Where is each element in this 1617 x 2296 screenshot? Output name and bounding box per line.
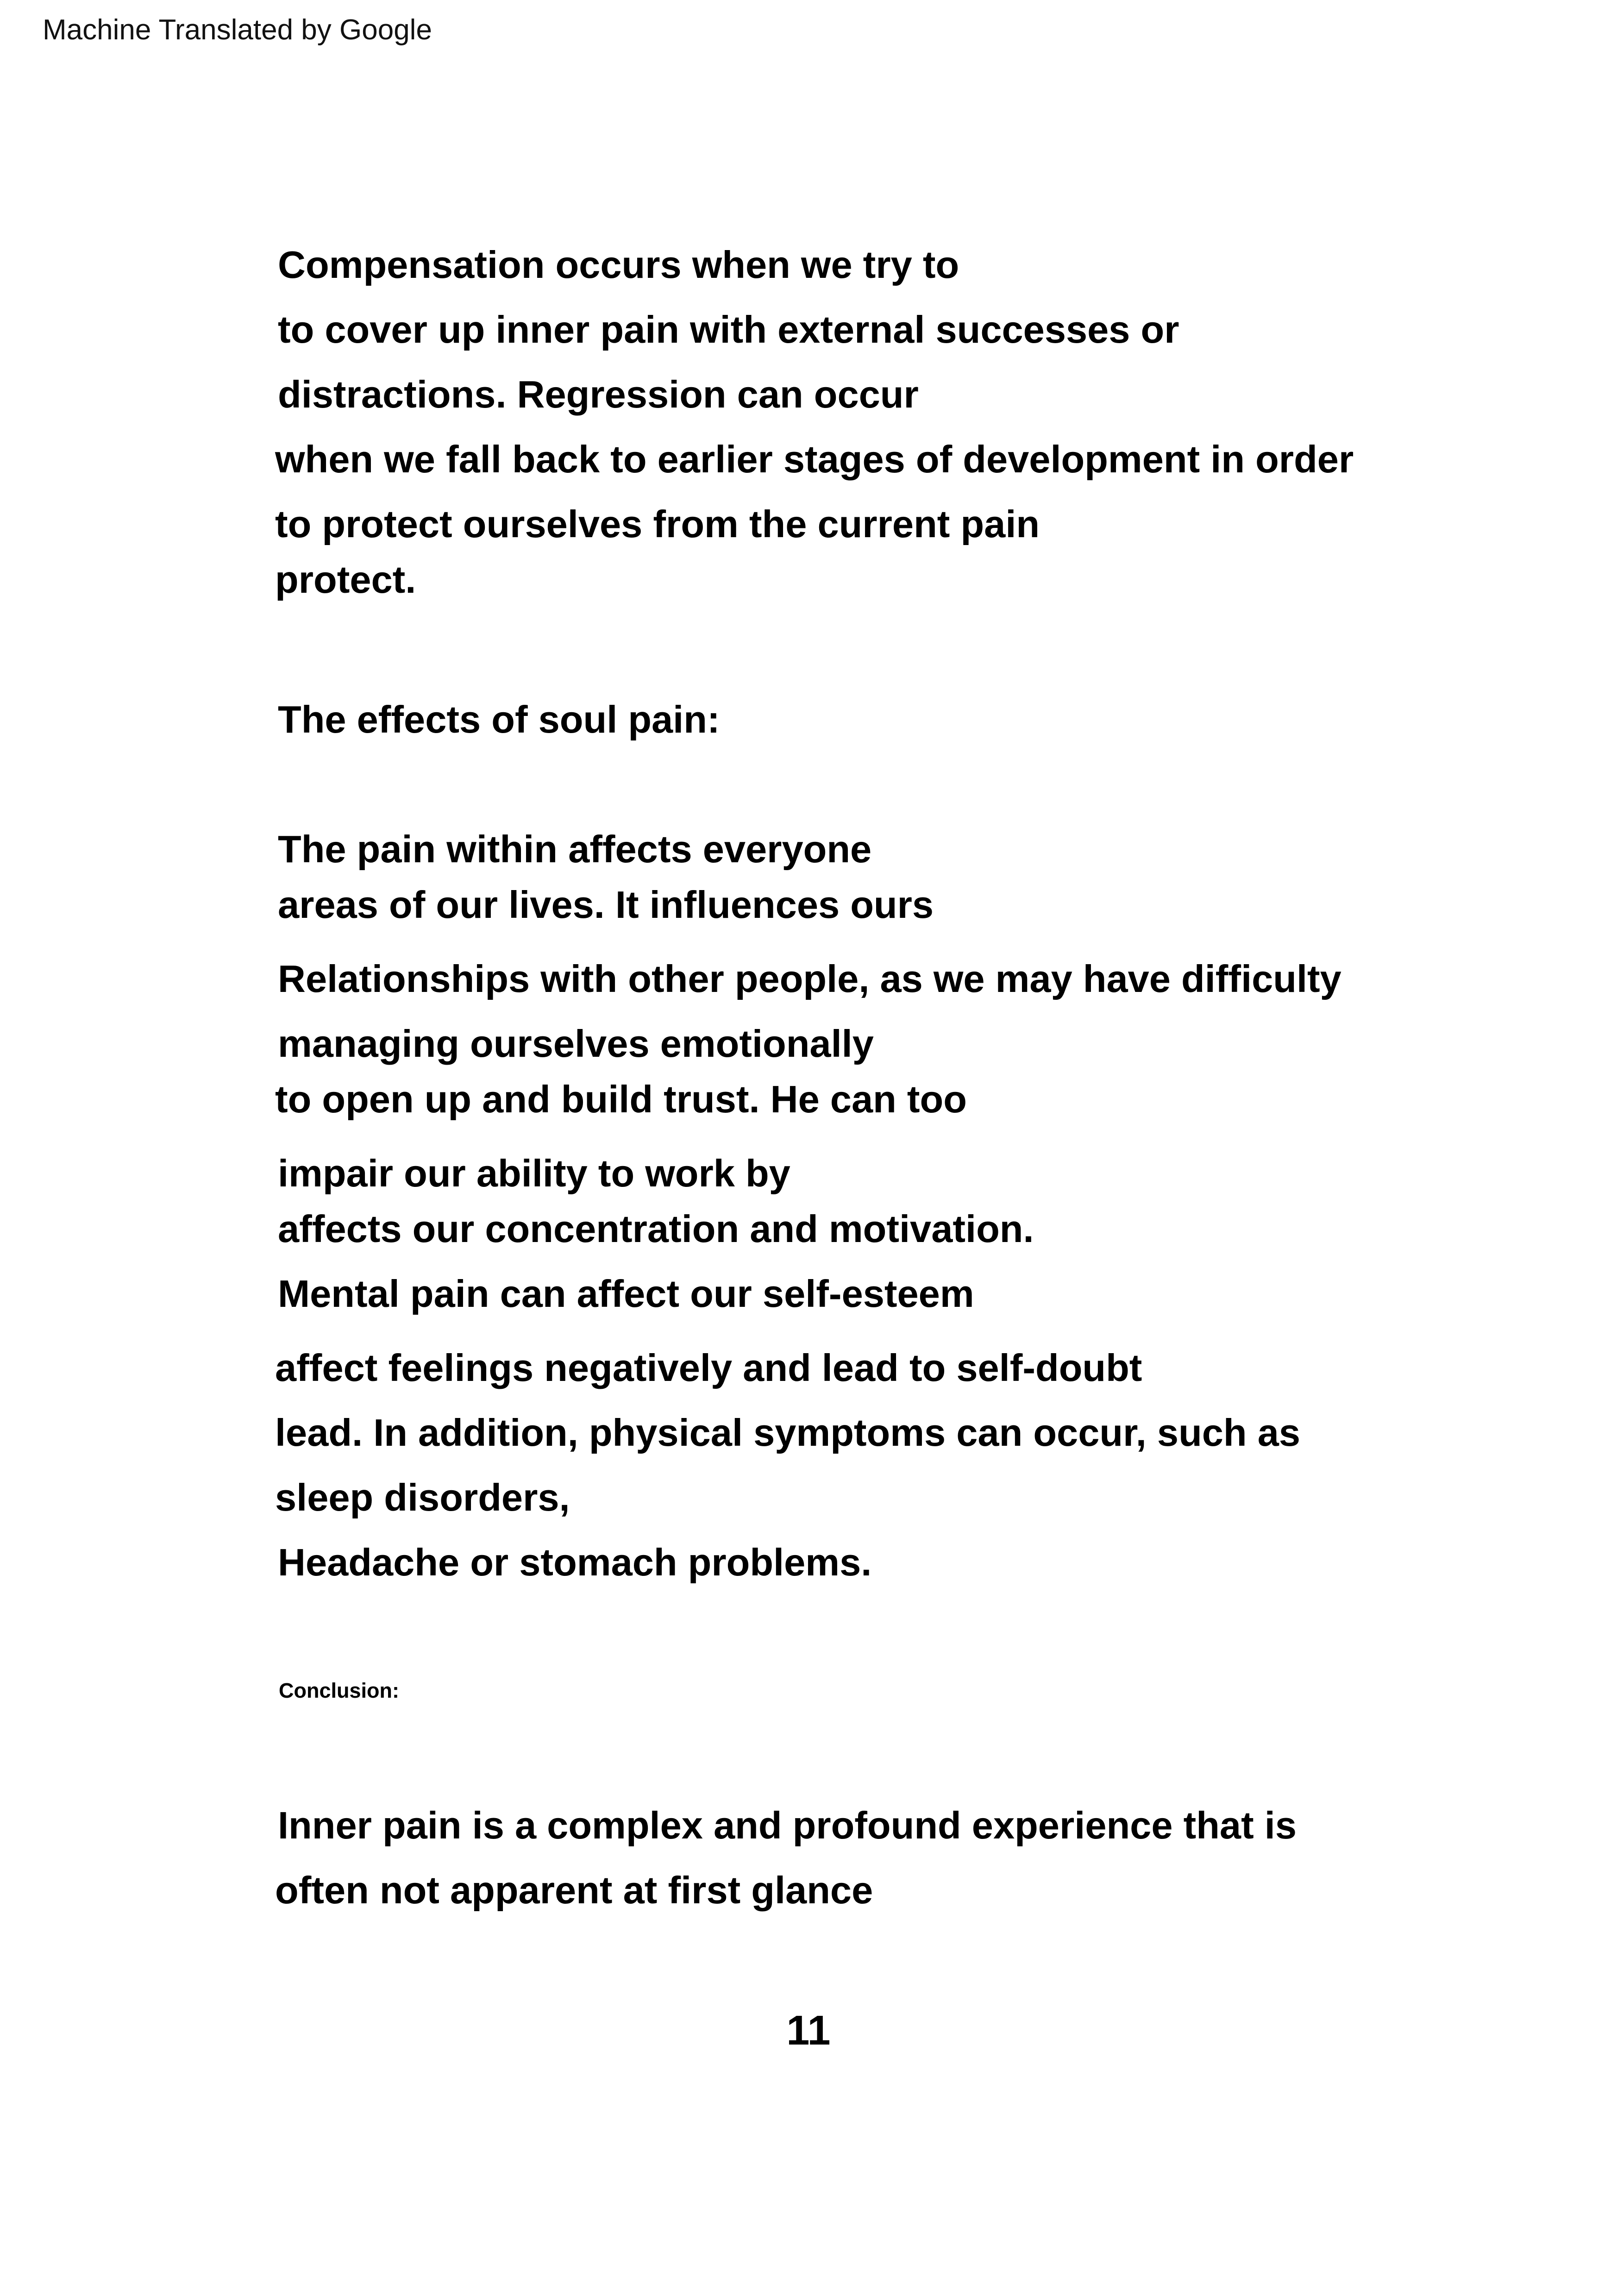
text-line: to protect ourselves from the current pain: [275, 502, 1040, 546]
text-line: Relationships with other people, as we may have difficulty: [278, 957, 1341, 1000]
text-line: Mental pain can affect our self-esteem: [278, 1272, 974, 1315]
text-line: affect feelings negatively and lead to self-doubt: [275, 1346, 1142, 1389]
section-heading-effects: The effects of soul pain:: [278, 698, 720, 741]
text-line: protect.: [275, 558, 416, 601]
section-heading-conclusion: Conclusion:: [279, 1679, 399, 1702]
text-line: lead. In addition, physical symptoms can occur, such as: [275, 1411, 1301, 1454]
text-line: affects our concentration and motivation.: [278, 1207, 1034, 1250]
text-line: often not apparent at first glance: [275, 1869, 873, 1912]
text-line: to cover up inner pain with external successes or: [278, 308, 1179, 351]
text-line: Inner pain is a complex and profound experience that is: [278, 1804, 1297, 1847]
text-line: impair our ability to work by: [278, 1152, 790, 1195]
machine-translation-banner: Machine Translated by Google: [43, 14, 432, 46]
text-line: The pain within affects everyone: [278, 828, 872, 871]
text-line: Headache or stomach problems.: [278, 1541, 872, 1584]
text-line: sleep disorders,: [275, 1476, 570, 1519]
text-line: Compensation occurs when we try to: [278, 243, 959, 286]
text-line: when we fall back to earlier stages of development in order: [275, 438, 1354, 481]
page-number: 11: [786, 2007, 831, 2054]
text-line: to open up and build trust. He can too: [275, 1078, 967, 1121]
text-line: areas of our lives. It influences ours: [278, 883, 934, 926]
text-line: distractions. Regression can occur: [278, 373, 919, 416]
text-line: managing ourselves emotionally: [278, 1022, 874, 1065]
